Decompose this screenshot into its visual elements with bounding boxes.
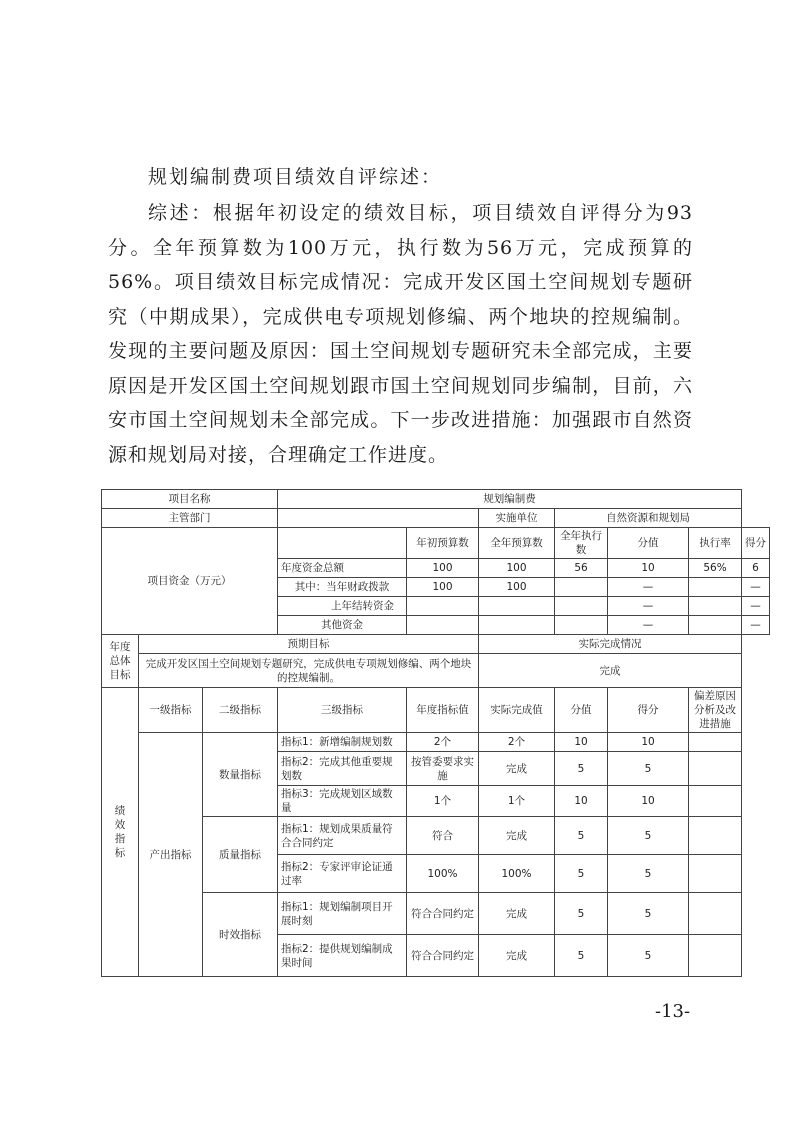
funds-header-blank — [278, 528, 407, 559]
funds-rate — [689, 597, 742, 616]
funds-initial: 100 — [407, 578, 479, 597]
dept-value — [278, 509, 479, 528]
funds-rate — [689, 616, 742, 635]
score: 5 — [608, 752, 689, 786]
funds-score: — — [742, 597, 770, 616]
funds-score-value: — — [608, 597, 689, 616]
score: 5 — [608, 935, 689, 977]
header-note: 偏差原因分析及改进措施 — [689, 688, 742, 733]
impl-unit-value: 自然资源和规划局 — [555, 509, 742, 528]
page-number: -13- — [655, 1001, 691, 1022]
funds-header-rate: 执行率 — [689, 528, 742, 559]
note — [689, 786, 742, 817]
funds-row-label: 其中：当年财政拨款 — [278, 578, 407, 597]
value: 5 — [555, 893, 608, 935]
goal-label: 年度总体目标 — [102, 635, 139, 688]
funds-header-score-value: 分值 — [608, 528, 689, 559]
funds-score-value: — — [608, 578, 689, 597]
score: 10 — [608, 733, 689, 752]
funds-executed — [555, 597, 608, 616]
target: 按管委要求实施 — [407, 752, 479, 786]
funds-initial — [407, 616, 479, 635]
note — [689, 893, 742, 935]
actual: 完成 — [479, 935, 555, 977]
actual-header: 实际完成情况 — [479, 635, 742, 654]
funds-annual — [479, 616, 555, 635]
note — [689, 752, 742, 786]
funds-rate — [689, 578, 742, 597]
funds-executed — [555, 616, 608, 635]
funds-header-annual: 全年预算数 — [479, 528, 555, 559]
funds-score-value: — — [608, 616, 689, 635]
header-level2: 二级指标 — [203, 688, 278, 733]
target: 2个 — [407, 733, 479, 752]
actual: 2个 — [479, 733, 555, 752]
expected-goal-header: 预期目标 — [139, 635, 479, 654]
note — [689, 935, 742, 977]
level3: 指标2：提供规划编制成果时间 — [278, 935, 407, 977]
project-name-label: 项目名称 — [102, 490, 278, 509]
actual-result: 完成 — [479, 654, 742, 688]
score: 10 — [608, 786, 689, 817]
level3: 指标2：完成其他重要规划数 — [278, 752, 407, 786]
target: 符合 — [407, 817, 479, 855]
note — [689, 733, 742, 752]
level2-quantity: 数量指标 — [203, 733, 278, 817]
level3: 指标1：规划编制项目开展时刻 — [278, 893, 407, 935]
funds-annual — [479, 597, 555, 616]
actual: 完成 — [479, 893, 555, 935]
level2-timeliness: 时效指标 — [203, 893, 278, 977]
value: 5 — [555, 752, 608, 786]
note — [689, 817, 742, 855]
note — [689, 855, 742, 893]
header-value: 分值 — [555, 688, 608, 733]
target: 符合合同约定 — [407, 893, 479, 935]
funds-rate: 56% — [689, 559, 742, 578]
funds-header-score: 得分 — [742, 528, 770, 559]
actual: 完成 — [479, 752, 555, 786]
header-actual: 实际完成值 — [479, 688, 555, 733]
header-score: 得分 — [608, 688, 689, 733]
value: 5 — [555, 855, 608, 893]
indicator-row — [102, 893, 770, 935]
funds-score: 6 — [742, 559, 770, 578]
value: 5 — [555, 817, 608, 855]
funds-row-label: 上年结转资金 — [278, 597, 407, 616]
funds-annual: 100 — [479, 578, 555, 597]
summary-paragraph: 综述：根据年初设定的绩效目标，项目绩效自评得分为93分。全年预算数为100万元，执行数为56万元，完成预算的56%。项目绩效目标完成情况：完成开发区国土空间规划专题研究（中期成果），完成供电专项规划修编、两个地块的控规编制。发现的主要问题及原因：国土空间规划专题研究未全部完成，主要原因是开发区国土空间规划跟市国土空间规划同步编制，目前，六安市国土空间规划未全部完成。下一步改进措施：加强跟市自然资源和规划局对接，合理确定工作进度。 — [108, 202, 693, 466]
actual: 完成 — [479, 817, 555, 855]
value: 10 — [555, 733, 608, 752]
funds-initial — [407, 597, 479, 616]
level3: 指标2：专家评审论证通过率 — [278, 855, 407, 893]
funds-header-initial: 年初预算数 — [407, 528, 479, 559]
header-level3: 三级指标 — [278, 688, 407, 733]
level3: 指标1：规划成果质量符合合同约定 — [278, 817, 407, 855]
funds-score-value: 10 — [608, 559, 689, 578]
impl-unit-label: 实施单位 — [479, 509, 555, 528]
funds-row-label: 年度资金总额 — [278, 559, 407, 578]
funds-score: — — [742, 578, 770, 597]
level1-output: 产出指标 — [139, 733, 203, 977]
level3: 指标1：新增编制规划数 — [278, 733, 407, 752]
actual: 1个 — [479, 786, 555, 817]
indicator-label: 绩效指标 — [102, 688, 139, 977]
value: 10 — [555, 786, 608, 817]
project-name-value: 规划编制费 — [278, 490, 742, 509]
indicator-row — [102, 733, 770, 752]
expected-goal: 完成开发区国土空间规划专题研究，完成供电专项规划修编、两个地块的控规编制。 — [139, 654, 479, 688]
target: 符合合同约定 — [407, 935, 479, 977]
funds-row-label: 其他资金 — [278, 616, 407, 635]
funds-header-executed: 全年执行数 — [555, 528, 608, 559]
funds-score: — — [742, 616, 770, 635]
performance-table — [101, 489, 770, 977]
funds-initial: 100 — [407, 559, 479, 578]
indicator-row — [102, 817, 770, 855]
level2-quality: 质量指标 — [203, 817, 278, 893]
funds-executed: 56 — [555, 559, 608, 578]
funds-label: 项目资金（万元） — [102, 528, 278, 635]
funds-annual: 100 — [479, 559, 555, 578]
score: 5 — [608, 817, 689, 855]
level3: 指标3：完成规划区域数量 — [278, 786, 407, 817]
target: 100% — [407, 855, 479, 893]
dept-label: 主管部门 — [102, 509, 278, 528]
score: 5 — [608, 893, 689, 935]
target: 1个 — [407, 786, 479, 817]
score: 5 — [608, 855, 689, 893]
value: 5 — [555, 935, 608, 977]
header-target: 年度指标值 — [407, 688, 479, 733]
actual: 100% — [479, 855, 555, 893]
section-heading: 规划编制费项目绩效自评综述： — [148, 166, 443, 188]
header-level1: 一级指标 — [139, 688, 203, 733]
funds-executed — [555, 578, 608, 597]
